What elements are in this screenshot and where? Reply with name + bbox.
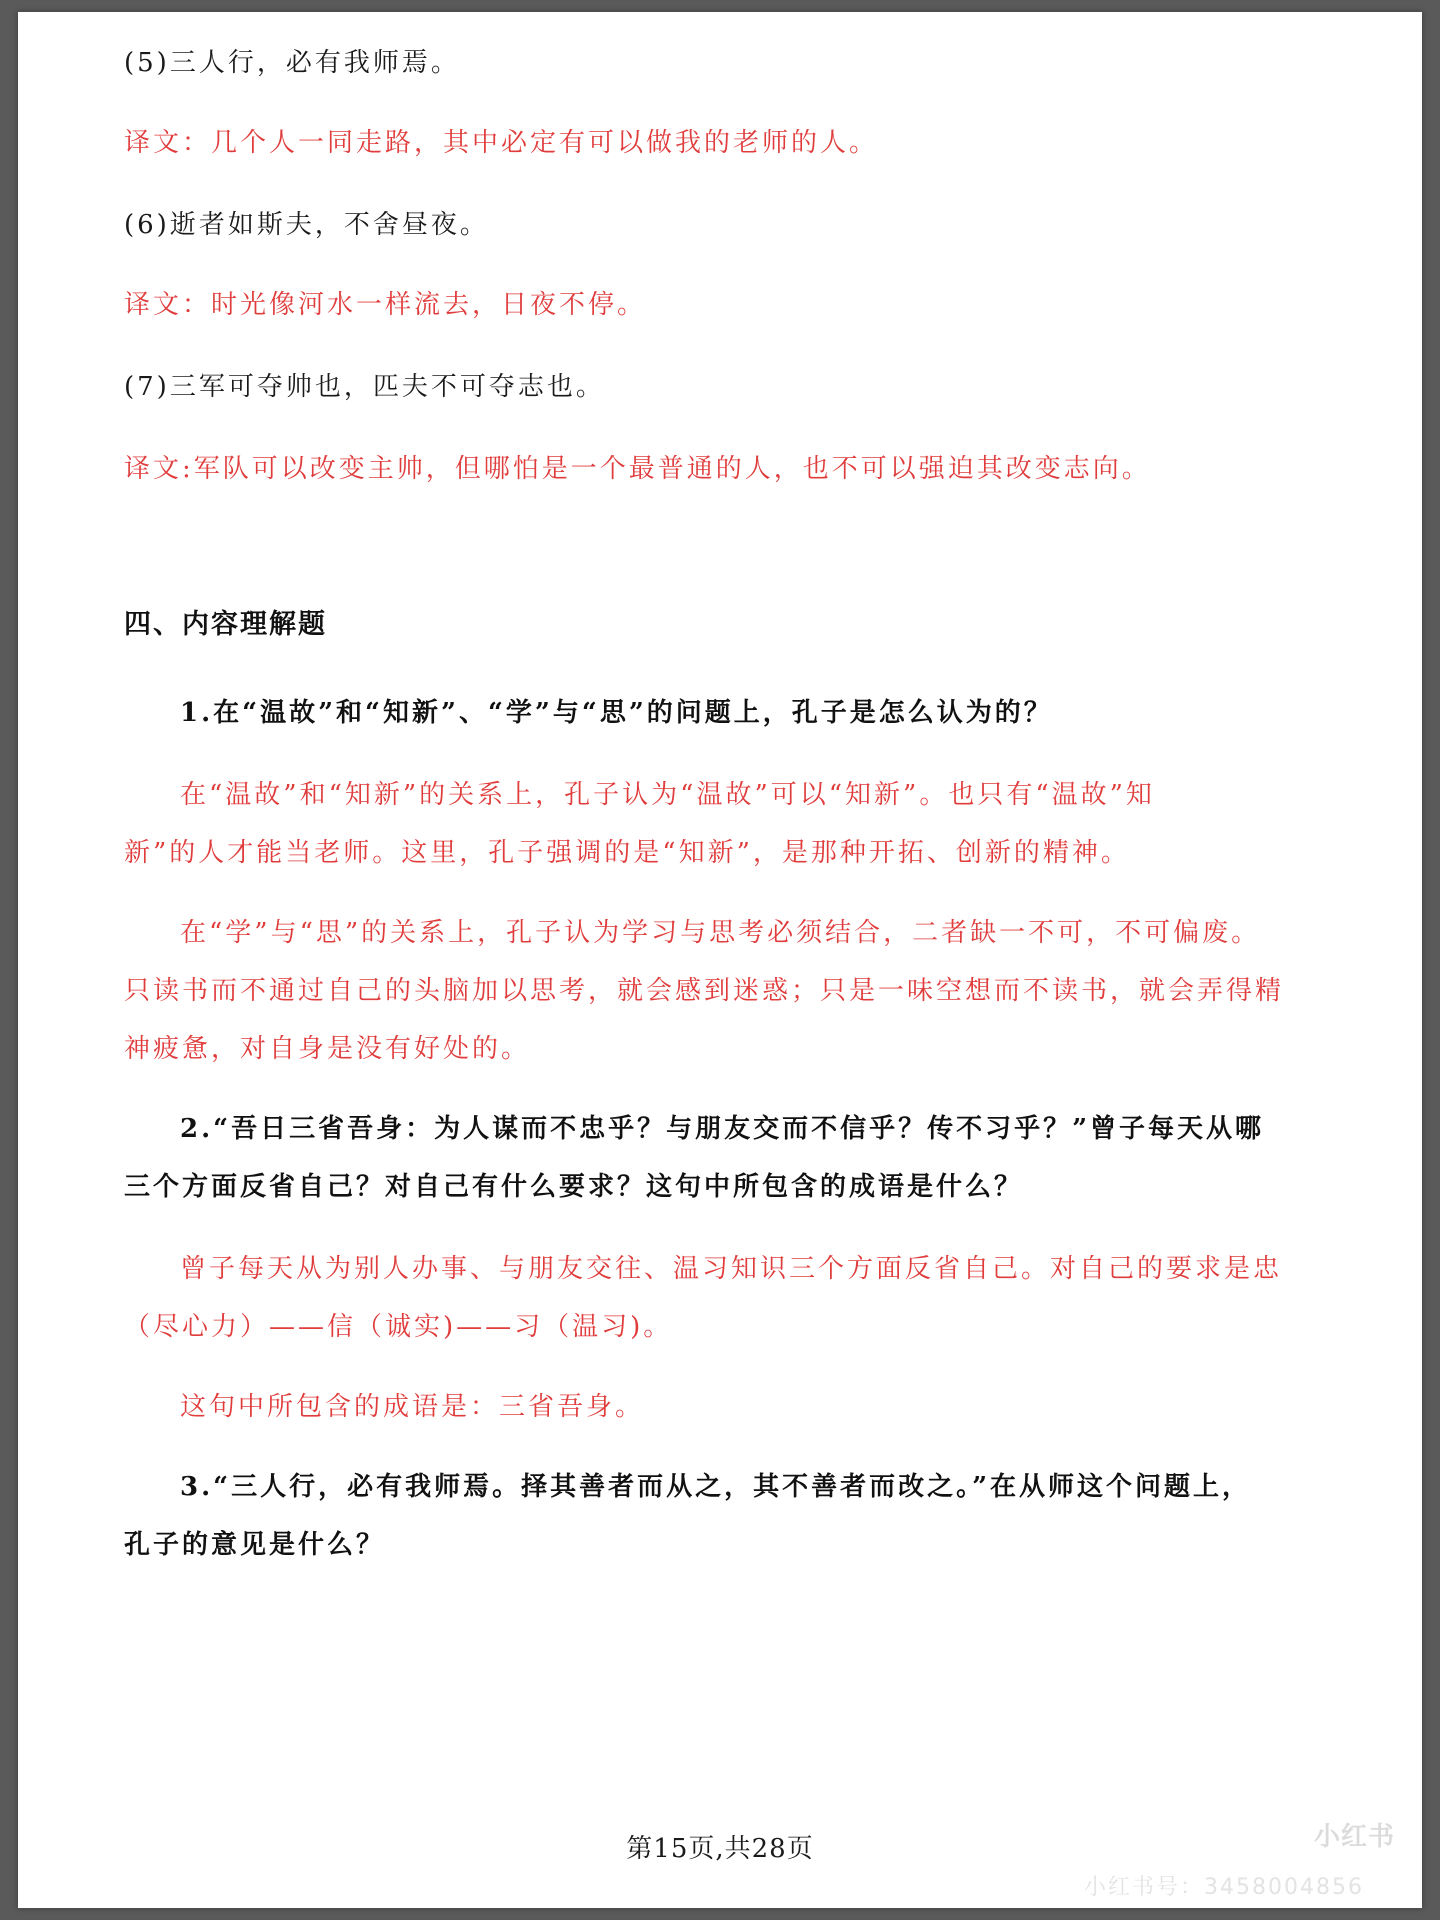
answer-line: 在“学”与“思”的关系上，孔子认为学习与思考必须结合，二者缺一不可，不可偏废。 (180, 918, 1261, 948)
question-3-cont: 孔子的意见是什么？ (124, 1530, 386, 1560)
section-heading: 四、内容理解题 (124, 609, 327, 640)
translation-line: 译文:军队可以改变主帅，但哪怕是一个最普通的人，也不可以强迫其改变志向。 (124, 454, 1151, 484)
question-1: 1.在“温故”和“知新”、“学”与“思”的问题上，孔子是怎么认为的？ (180, 698, 1053, 728)
answer-line: 这句中所包含的成语是：三省吾身。 (180, 1392, 645, 1422)
question-2-cont: 三个方面反省自己？对自己有什么要求？这句中所包含的成语是什么？ (124, 1172, 1024, 1202)
answer-line: （尽心力）——信（诚实)——习（温习)。 (124, 1312, 673, 1342)
watermark-id: 小红书号：3458004856 (1084, 1875, 1364, 1900)
answer-line: 神疲惫，对自身是没有好处的。 (124, 1034, 531, 1064)
question-2: 2.“吾日三省吾身：为人谋而不忠乎？与朋友交而不信乎？传不习乎？”曾子每天从哪 (180, 1114, 1265, 1144)
translation-line: 译文：几个人一同走路，其中必定有可以做我的老师的人。 (124, 128, 879, 158)
document-page (18, 12, 1422, 1908)
question-3: 3.“三人行，必有我师焉。择其善者而从之，其不善者而改之。”在从师这个问题上， (180, 1472, 1252, 1502)
watermark-logo: 小红书 (1314, 1822, 1396, 1852)
translation-line: 译文：时光像河水一样流去，日夜不停。 (124, 290, 647, 320)
text-line: (6)逝者如斯夫，不舍昼夜。 (124, 210, 489, 240)
page-number: 第15页,共28页 (626, 1834, 814, 1864)
answer-line: 只读书而不通过自己的头脑加以思考，就会感到迷惑；只是一味空想而不读书，就会弄得精 (124, 976, 1285, 1006)
text-line: (7)三军可夺帅也，匹夫不可夺志也。 (124, 372, 605, 402)
answer-line: 曾子每天从为别人办事、与朋友交往、温习知识三个方面反省自己。对自己的要求是忠 (180, 1254, 1283, 1284)
answer-line: 新”的人才能当老师。这里，孔子强调的是“知新”，是那种开拓、创新的精神。 (124, 838, 1130, 868)
text-line: (5)三人行，必有我师焉。 (124, 48, 460, 78)
answer-line: 在“温故”和“知新”的关系上，孔子认为“温故”可以“知新”。也只有“温故”知 (180, 780, 1155, 810)
